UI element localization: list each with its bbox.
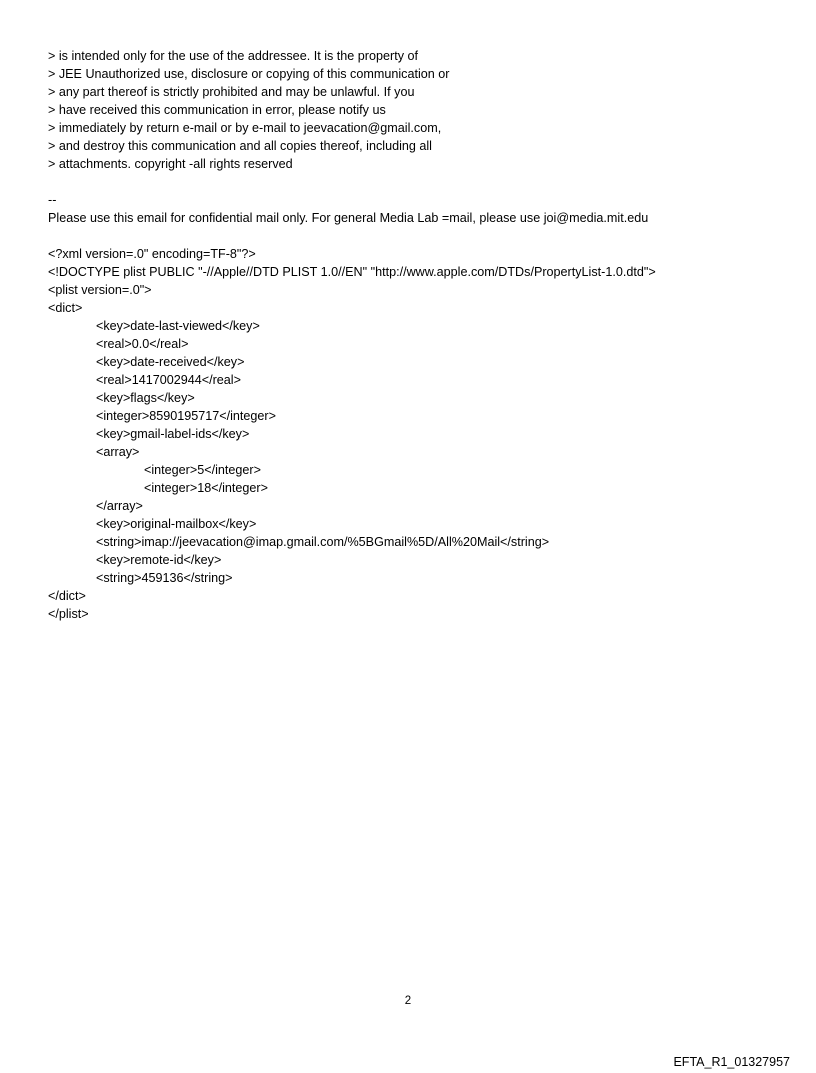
- quoted-line: > and destroy this communication and all copies thereof, including all: [48, 139, 432, 153]
- email-signature: [48, 191, 788, 227]
- signature-separator: --: [48, 193, 57, 207]
- plist-array-item: <integer>5</integer>: [144, 463, 261, 477]
- plist-entry: <key>date-received</key>: [96, 355, 245, 369]
- plist-entry: <key>original-mailbox</key>: [96, 517, 257, 531]
- plist-open-tag: <plist version=.0">: [48, 283, 152, 297]
- dict-close-tag: </dict>: [48, 589, 86, 603]
- plist-xml: [48, 245, 788, 623]
- plist-entry: <string>459136</string>: [96, 571, 233, 585]
- quoted-disclaimer: [48, 47, 788, 173]
- plist-entry: </array>: [96, 499, 143, 513]
- plist-entry: <string>imap://jeevacation@imap.gmail.com/%5BGmail%5D/All%20Mail</string>: [96, 535, 550, 549]
- signature-text: Please use this email for confidential mail only. For general Media Lab =mail, please use joi@media.mit.edu: [48, 211, 649, 225]
- quoted-line: > attachments. copyright -all rights reserved: [48, 157, 293, 171]
- quoted-line: > is intended only for the use of the addressee. It is the property of: [48, 49, 418, 63]
- plist-entry: <real>0.0</real>: [96, 337, 189, 351]
- xml-doctype: <!DOCTYPE plist PUBLIC "-//Apple//DTD PLIST 1.0//EN" "http://www.apple.com/DTDs/PropertyList-1.0.dtd">: [48, 265, 656, 279]
- dict-open-tag: <dict>: [48, 301, 83, 315]
- page-number: 2: [404, 995, 412, 1007]
- quoted-line: > immediately by return e-mail or by e-mail to jeevacation@gmail.com,: [48, 121, 442, 135]
- plist-entry: <key>gmail-label-ids</key>: [96, 427, 250, 441]
- quoted-line: > JEE Unauthorized use, disclosure or copying of this communication or: [48, 67, 450, 81]
- plist-entry: <array>: [96, 445, 140, 459]
- plist-entry: <real>1417002944</real>: [96, 373, 241, 387]
- plist-entry: <key>remote-id</key>: [96, 553, 222, 567]
- quoted-line: > have received this communication in error, please notify us: [48, 103, 386, 117]
- xml-declaration: <?xml version=.0" encoding=TF-8"?>: [48, 247, 256, 261]
- plist-entry: <key>flags</key>: [96, 391, 195, 405]
- quoted-line: > any part thereof is strictly prohibited and may be unlawful. If you: [48, 85, 415, 99]
- plist-close-tag: </plist>: [48, 607, 89, 621]
- plist-entry: <key>date-last-viewed</key>: [96, 319, 260, 333]
- plist-entry: <integer>8590195717</integer>: [96, 409, 276, 423]
- document-id: EFTA_R1_01327957: [673, 1055, 790, 1069]
- plist-array-item: <integer>18</integer>: [144, 481, 268, 495]
